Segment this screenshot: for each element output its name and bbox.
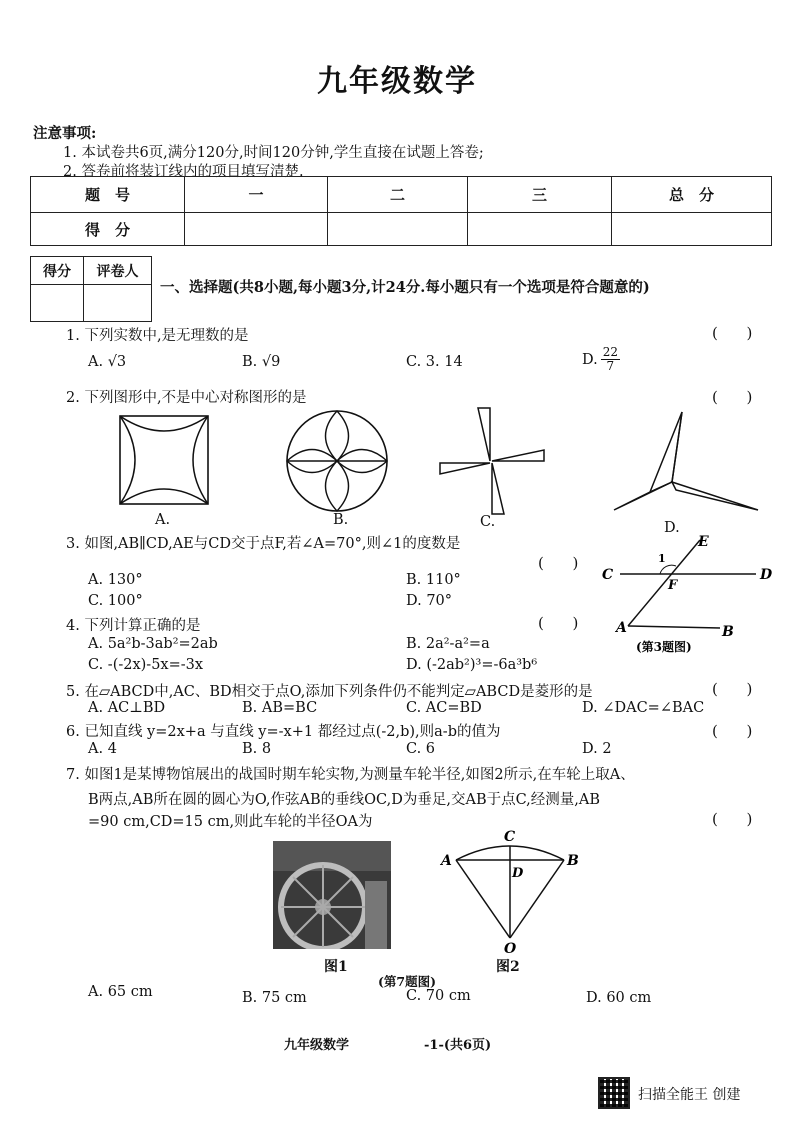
footer-page-number: -1-(共6页) <box>424 1038 492 1053</box>
grader-box <box>30 256 152 322</box>
q2-label-d: D. <box>664 520 680 536</box>
q7-stem-line-3: =90 cm,CD=15 cm,则此车轮的半径OA为 <box>88 814 373 830</box>
footer-subject: 九年级数学 <box>284 1038 350 1053</box>
score-table-header-label: 题 号 <box>31 177 185 213</box>
q7-stem-line-1: 7. 如图1是某博物馆展出的战国时期车轮实物,为测量车轮半径,如图2所示,在车轮上取A、 <box>66 767 635 783</box>
q2-label-b: B. <box>333 512 349 528</box>
q3-label-e: E <box>698 534 709 550</box>
q1-stem: 1. 下列实数中,是无理数的是 <box>66 328 249 344</box>
score-table-header-3: 三 <box>468 177 612 213</box>
q4-option-b: B. 2a²-a²=a <box>406 636 490 652</box>
q3-label-d: D <box>760 567 773 583</box>
q5-answer-paren[interactable]: ( ) <box>712 680 753 698</box>
section-1-heading: 一、选择题(共8小题,每小题3分,计24分.每小题只有一个选项是符合题意的) <box>160 279 650 296</box>
q6-answer-paren[interactable]: ( ) <box>712 722 753 740</box>
q1-denominator: 7 <box>606 359 615 373</box>
q7-figure-1-label: 图1 <box>324 959 348 975</box>
grader-name-label: 评卷人 <box>84 257 152 285</box>
q4-option-a: A. 5a²b-3ab²=2ab <box>88 636 218 652</box>
q3-answer-paren[interactable]: ( ) <box>538 554 579 572</box>
q3-caption: (第3题图) <box>636 640 692 654</box>
score-cell-1[interactable] <box>185 213 328 246</box>
q3-label-f: F <box>668 578 678 593</box>
q2-figure-b <box>284 408 390 514</box>
scanner-watermark: 扫描全能王 创建 <box>638 1087 741 1103</box>
q7-label-o: O <box>504 941 517 956</box>
q5-option-c: C. AC=BD <box>406 700 482 716</box>
notice-heading: 注意事项: <box>33 125 97 142</box>
q7-caption: (第7题图) <box>378 974 437 989</box>
q6-option-a: A. 4 <box>88 741 117 757</box>
q3-label-angle-1: 1 <box>658 552 666 565</box>
q2-label-c: C. <box>480 514 496 530</box>
q7-figure-1-photo <box>273 841 391 949</box>
notice-item-2: 2. 答卷前将装订线内的项目填写清楚. <box>63 164 304 180</box>
grader-score-cell[interactable] <box>31 285 84 322</box>
q3-option-d: D. 70° <box>406 593 453 609</box>
q3-label-b: B <box>722 624 734 640</box>
q7-option-b: B. 75 cm <box>242 990 307 1006</box>
qr-code-icon <box>598 1077 630 1109</box>
q1-option-c: C. 3. 14 <box>406 354 463 370</box>
q7-figure-2-label: 图2 <box>496 959 520 975</box>
q4-option-c: C. -(-2x)-5x=-3x <box>88 657 204 673</box>
q3-option-b: B. 110° <box>406 572 461 588</box>
q2-label-a: A. <box>155 512 171 528</box>
score-table-header-2: 二 <box>328 177 468 213</box>
q2-figure-c <box>438 404 548 518</box>
q7-label-d: D <box>512 866 524 881</box>
score-cell-total[interactable] <box>612 213 772 246</box>
q4-option-d: D. (-2ab²)³=-6a³b⁶ <box>406 657 538 673</box>
q1-fraction <box>601 346 620 373</box>
q7-option-c: C. 70 cm <box>406 988 471 1004</box>
q7-label-a: A <box>441 853 452 869</box>
score-table-header-1: 一 <box>185 177 328 213</box>
q2-answer-paren[interactable]: ( ) <box>712 388 753 406</box>
q3-label-a: A <box>616 620 627 636</box>
q1-option-b: B. √9 <box>242 354 281 370</box>
q7-label-c: C <box>504 829 516 845</box>
q6-option-d: D. 2 <box>582 741 612 757</box>
q3-stem: 3. 如图,AB∥CD,AE与CD交于点F,若∠A=70°,则∠1的度数是 <box>66 536 461 552</box>
q2-stem: 2. 下列图形中,不是中心对称图形的是 <box>66 390 307 406</box>
score-table-row-label: 得 分 <box>31 213 185 246</box>
q3-option-c: C. 100° <box>88 593 143 609</box>
q4-answer-paren[interactable]: ( ) <box>538 614 579 632</box>
q1-numerator: 22 <box>602 345 618 359</box>
q7-answer-paren[interactable]: ( ) <box>712 810 753 828</box>
q2-figure-d <box>610 408 762 516</box>
page-title: 九年级数学 <box>317 64 477 99</box>
q7-option-a: A. 65 cm <box>88 984 153 1000</box>
notice-item-1: 1. 本试卷共6页,满分120分,时间120分钟,学生直接在试题上答卷; <box>63 145 484 161</box>
q4-stem: 4. 下列计算正确的是 <box>66 618 201 634</box>
q2-figure-a <box>118 414 210 514</box>
q5-option-b: B. AB=BC <box>242 700 318 716</box>
q7-label-b: B <box>567 853 579 869</box>
score-cell-3[interactable] <box>468 213 612 246</box>
grader-name-cell[interactable] <box>84 285 152 322</box>
q1-answer-paren[interactable]: ( ) <box>712 324 753 342</box>
q6-option-b: B. 8 <box>242 741 272 757</box>
q1-option-d <box>582 346 620 373</box>
score-table-header-total: 总 分 <box>612 177 772 213</box>
q6-option-c: C. 6 <box>406 741 436 757</box>
q3-label-c: C <box>602 567 614 583</box>
score-cell-2[interactable] <box>328 213 468 246</box>
q7-option-d: D. 60 cm <box>586 990 652 1006</box>
q1-option-a: A. √3 <box>88 354 127 370</box>
score-table <box>30 176 772 246</box>
q7-figure-2 <box>436 826 584 956</box>
q7-stem-line-2: B两点,AB所在圆的圆心为O,作弦AB的垂线OC,D为垂足,交AB于点C,经测量,AB <box>88 792 601 808</box>
q5-stem: 5. 在▱ABCD中,AC、BD相交于点O,添加下列条件仍不能判定▱ABCD是菱形的是 <box>66 684 593 700</box>
q6-stem: 6. 已知直线 y=2x+a 与直线 y=-x+1 都经过点(-2,b),则a-b的值为 <box>66 724 501 740</box>
q3-figure <box>596 528 782 658</box>
q3-option-a: A. 130° <box>88 572 143 588</box>
grader-score-label: 得分 <box>31 257 84 285</box>
q1-option-d-label: D. <box>582 351 598 368</box>
q5-option-a: A. AC⊥BD <box>88 700 166 716</box>
q5-option-d: D. ∠DAC=∠BAC <box>582 700 705 716</box>
